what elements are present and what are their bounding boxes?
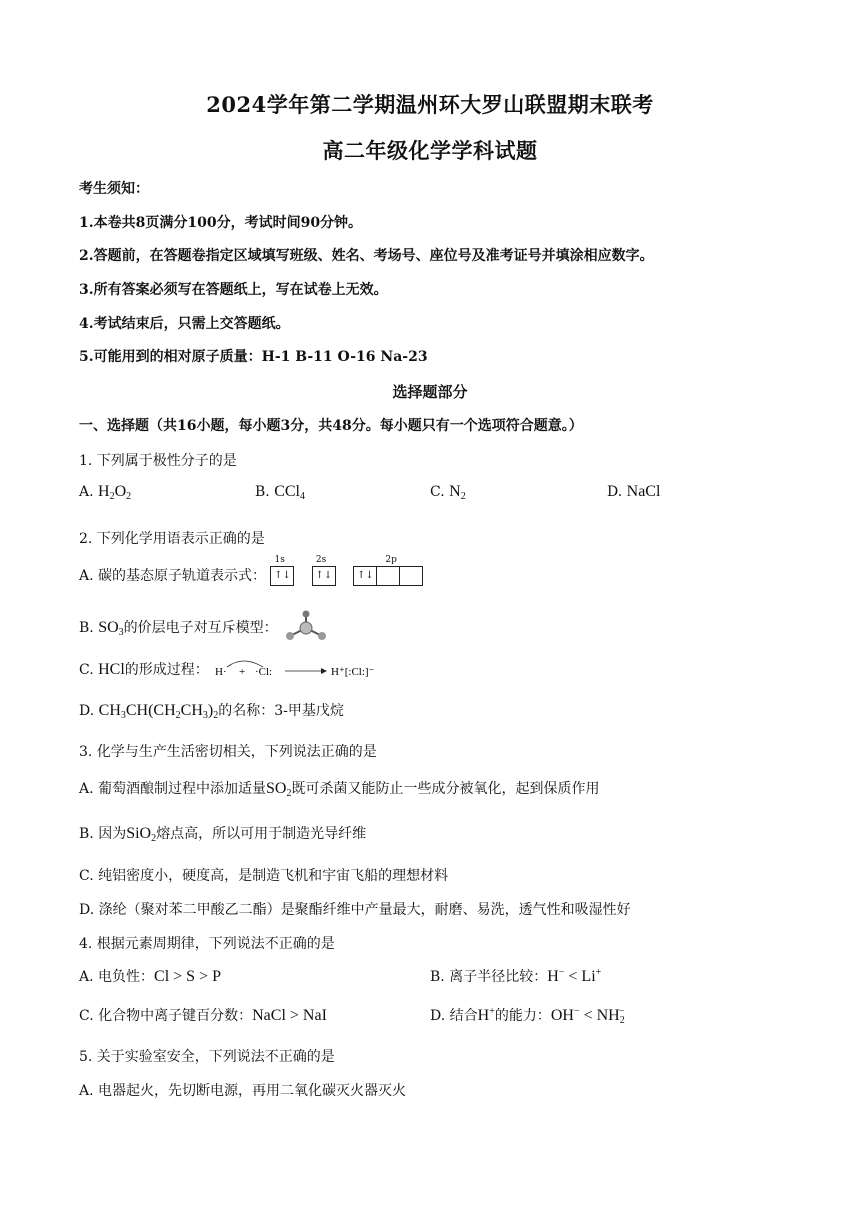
- notice-item-3: 3.所有答案必须写在答题纸上，写在试卷上无效。: [79, 282, 388, 298]
- q4-option-d: D. 结合H+的能力：$OH^- < NH_2^-$: [430, 1006, 625, 1026]
- q2-option-c: C. HCl的形成过程： H· + ·Cl: H⁺[:Cl:]⁻: [79, 657, 383, 683]
- svg-text:H·: H·: [215, 666, 227, 678]
- hcl-formation-diagram-icon: [213, 657, 383, 683]
- so3-vsepr-model-icon: [282, 610, 332, 646]
- q5-stem: 5. 关于实验室安全，下列说法不正确的是: [79, 1049, 335, 1065]
- notice-item-5: 5.可能用到的相对原子质量：H-1 B-11 O-16 Na-23: [79, 349, 428, 365]
- q5-option-a: A. 电器起火，先切断电源，再用二氧化碳灭火器灭火: [79, 1083, 407, 1099]
- q1-option-d: D. NaCl: [607, 483, 661, 500]
- q4-option-b: B. 离子半径比较：H− < Li+: [430, 967, 602, 985]
- q4-option-a: A. 电负性：Cl > S > P: [79, 968, 221, 985]
- q2-option-d: D. $CH_3CH(CH_2CH_3)_2$的名称：3-甲基戊烷: [79, 702, 344, 721]
- orbital-1s: 1s ↑↓: [270, 566, 293, 586]
- notice-item-2: 2.答题前，在答题卷指定区域填写班级、姓名、考场号、座位号及准考证号并填涂相应数字。: [79, 248, 654, 264]
- exam-title-line2: 高二年级化学学科试题: [322, 138, 538, 163]
- notice-heading: 考生须知：: [79, 181, 149, 197]
- part1-heading: 一、选择题（共16小题，每小题3分，共48分。每小题只有一个选项符合题意。）: [79, 418, 583, 434]
- q1-option-b: B. CCl$_4$: [255, 483, 305, 502]
- q2-option-b: B. $SO_3$的价层电子对互斥模型：: [79, 610, 332, 646]
- q3-option-a: A. 葡萄酒酿制过程中添加适量$SO_2$既可杀菌又能防止一些成分被氧化，起到保质作用: [79, 780, 600, 799]
- q1-option-c: C. $N_2$: [430, 483, 466, 502]
- notice-item-4: 4.考试结束后，只需上交答题纸。: [79, 316, 290, 332]
- section-title: 选择题部分: [392, 383, 468, 401]
- q3-option-b: B. 因为SiO$_2$熔点高，所以可用于制造光导纤维: [79, 825, 367, 844]
- q3-option-d: D. 涤纶（聚对苯二甲酸乙二酯）是聚酯纤维中产量最大，耐磨、易洗，透气性和吸湿性好: [79, 902, 631, 918]
- orbital-2s: 2s ↑↓: [312, 566, 335, 586]
- exam-title-line1: 2024学年第二学期温州环大罗山联盟期末联考: [206, 92, 654, 117]
- q4-stem: 4. 根据元素周期律，下列说法不正确的是: [79, 936, 335, 952]
- svg-text:+: +: [239, 666, 246, 678]
- q4-option-c: C. 化合物中离子键百分数：NaCl > NaI: [79, 1007, 327, 1024]
- q3-stem: 3. 化学与生产生活密切相关，下列说法正确的是: [79, 744, 377, 760]
- q3-option-c: C. 纯铝密度小，硬度高，是制造飞机和宇宙飞船的理想材料: [79, 868, 449, 884]
- q2-option-a: A. 碳的基态原子轨道表示式： 1s ↑↓ 2s ↑↓ 2p ↑↓: [79, 565, 436, 586]
- svg-text:H⁺[:Cl:]⁻: H⁺[:Cl:]⁻: [331, 666, 375, 678]
- q2-stem: 2. 下列化学用语表示正确的是: [79, 531, 265, 547]
- notice-item-1: 1.本卷共8页满分100分，考试时间90分钟。: [79, 215, 363, 231]
- q1-stem: 1. 下列属于极性分子的是: [79, 453, 237, 469]
- orbital-2p: 2p ↑↓: [353, 566, 422, 586]
- q1-option-a: A. $H_2O_2$: [79, 483, 132, 502]
- svg-text:·Cl:: ·Cl:: [255, 666, 273, 678]
